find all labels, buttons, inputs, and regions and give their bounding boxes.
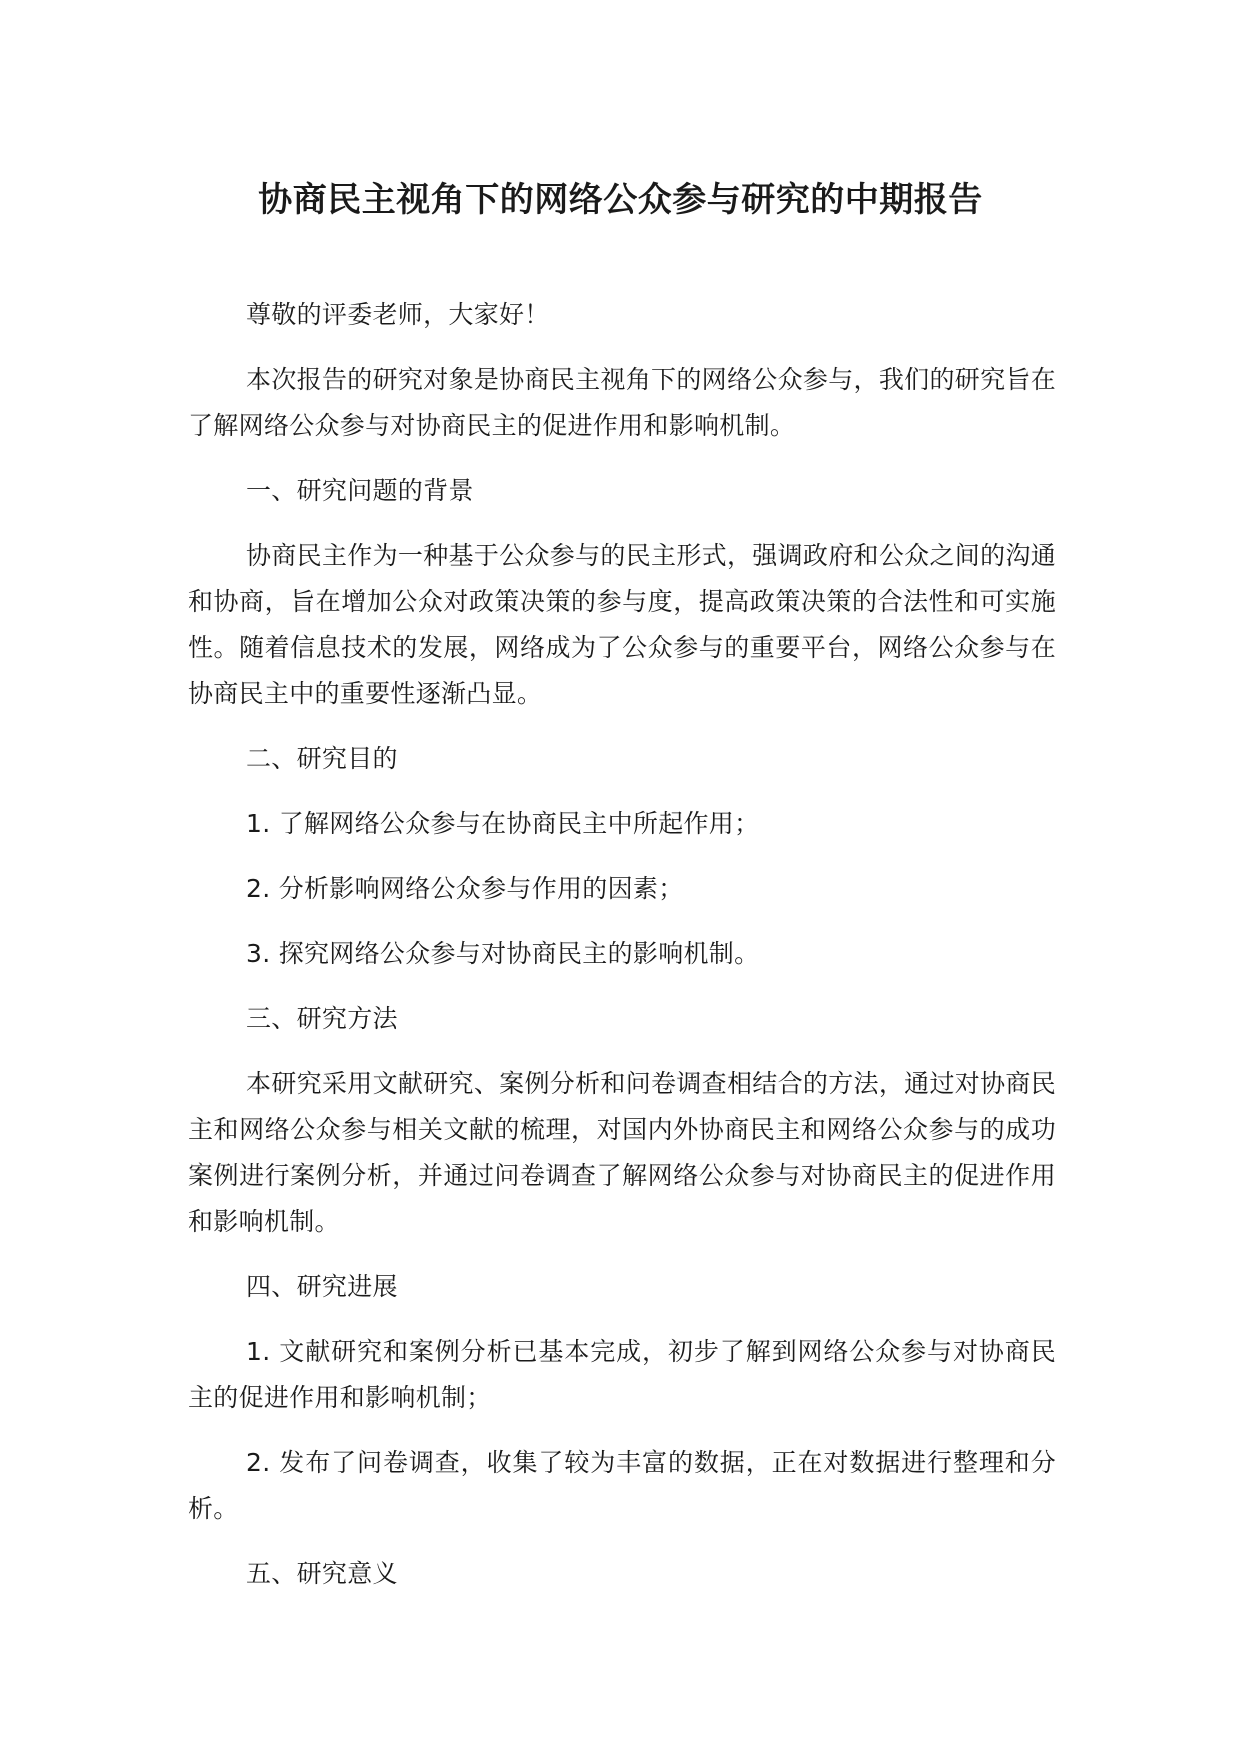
- intro-paragraph: 本次报告的研究对象是协商民主视角下的网络公众参与，我们的研究旨在了解网络公众参与对协商民主的促进作用和影响机制。: [188, 365, 1056, 440]
- section-heading-methods: 三、研究方法: [246, 1004, 398, 1033]
- progress-item: 1. 文献研究和案例分析已基本完成，初步了解到网络公众参与对协商民主的促进作用和影响机制；: [188, 1337, 1056, 1412]
- objective-item: 3. 探究网络公众参与对协商民主的影响机制。: [246, 939, 760, 968]
- section-heading-background: 一、研究问题的背景: [246, 476, 474, 505]
- progress-item: 2. 发布了问卷调查，收集了较为丰富的数据，正在对数据进行整理和分析。: [188, 1448, 1056, 1523]
- greeting-paragraph: 尊敬的评委老师，大家好！: [246, 300, 550, 329]
- section-heading-significance: 五、研究意义: [246, 1559, 398, 1588]
- background-paragraph: 协商民主作为一种基于公众参与的民主形式，强调政府和公众之间的沟通和协商，旨在增加公众对政策决策的参与度，提高政策决策的合法性和可实施性。随着信息技术的发展，网络成为了公众参与的重要平台，网络公众参与在协商民主中的重要性逐渐凸显。: [188, 541, 1056, 708]
- objective-item: 1. 了解网络公众参与在协商民主中所起作用；: [246, 809, 760, 838]
- methods-paragraph: 本研究采用文献研究、案例分析和问卷调查相结合的方法，通过对协商民主和网络公众参与相关文献的梳理，对国内外协商民主和网络公众参与的成功案例进行案例分析，并通过问卷调查了解网络公众参与对协商民主的促进作用和影响机制。: [188, 1069, 1056, 1236]
- objective-item: 2. 分析影响网络公众参与作用的因素；: [246, 874, 684, 903]
- section-heading-objectives: 二、研究目的: [246, 744, 398, 773]
- document-title: 协商民主视角下的网络公众参与研究的中期报告: [258, 180, 983, 220]
- document-body: [188, 292, 1056, 1616]
- section-heading-progress: 四、研究进展: [246, 1272, 398, 1301]
